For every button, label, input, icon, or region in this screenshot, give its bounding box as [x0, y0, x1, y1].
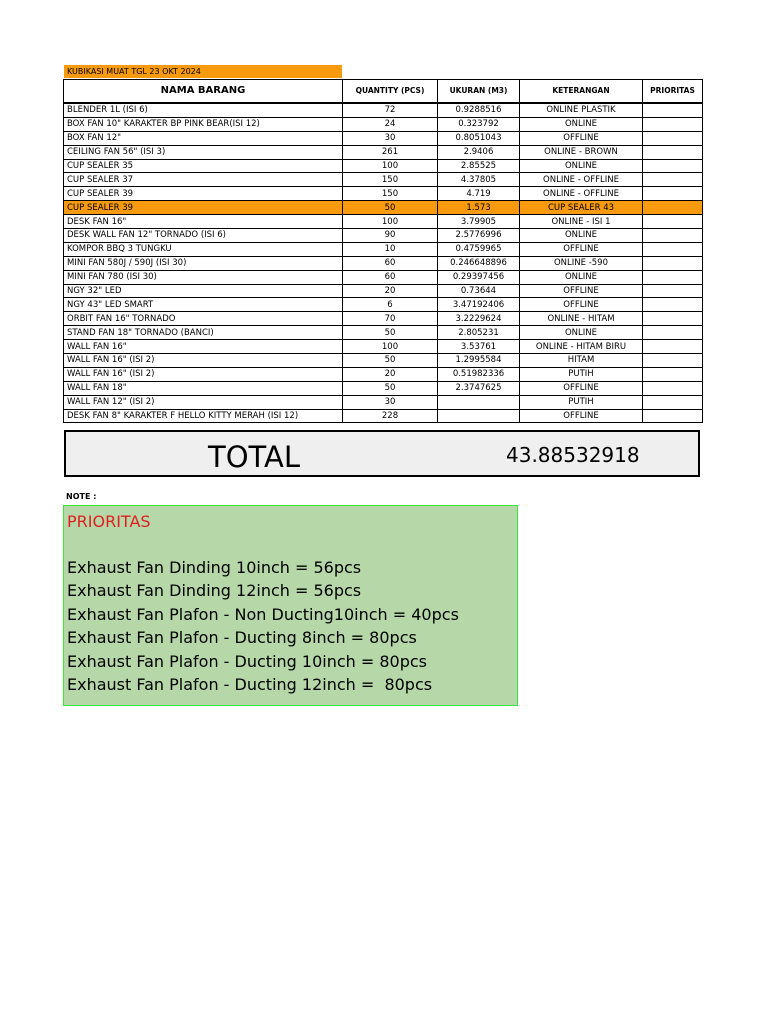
cell-keterangan: ONLINE [520, 229, 643, 243]
cell-quantity: 50 [343, 381, 438, 395]
col-header-prioritas: PRIORITAS [643, 80, 703, 104]
table-body [64, 103, 703, 423]
table-row [64, 103, 703, 117]
cell-prioritas [643, 229, 703, 243]
cell-nama-barang: MINI FAN 580J / 590J (ISI 30) [64, 256, 343, 270]
cell-prioritas [643, 354, 703, 368]
note-line: Exhaust Fan Plafon - Ducting 8inch = 80pcs [67, 628, 417, 648]
cell-prioritas [643, 270, 703, 284]
cell-keterangan: OFFLINE [520, 381, 643, 395]
cell-prioritas [643, 256, 703, 270]
table-row [64, 187, 703, 201]
cell-keterangan: ONLINE - HITAM [520, 312, 643, 326]
cell-nama-barang: MINI FAN 780 (ISI 30) [64, 270, 343, 284]
cell-prioritas [643, 159, 703, 173]
note-line: Exhaust Fan Plafon - Non Ducting10inch = 40pcs [67, 604, 459, 624]
cell-ukuran: 1.573 [438, 201, 520, 215]
cell-ukuran: 2.85525 [438, 159, 520, 173]
cell-ukuran: 3.47192406 [438, 298, 520, 312]
cell-nama-barang: WALL FAN 12" (ISI 2) [64, 395, 343, 409]
col-header-keterangan: KETERANGAN [520, 80, 643, 104]
cell-keterangan: CUP SEALER 43 [520, 201, 643, 215]
table-row [64, 367, 703, 381]
cell-keterangan: ONLINE - ISI 1 [520, 215, 643, 229]
table-row [64, 256, 703, 270]
cell-ukuran: 0.51982336 [438, 367, 520, 381]
cell-keterangan: HITAM [520, 354, 643, 368]
cell-quantity: 90 [343, 229, 438, 243]
cell-nama-barang: DESK FAN 8" KARAKTER F HELLO KITTY MERAH (ISI 12) [64, 409, 343, 423]
cell-quantity: 150 [343, 187, 438, 201]
note-line: Exhaust Fan Plafon - Ducting 12inch = 80pcs [67, 675, 433, 695]
cell-ukuran: 0.4759965 [438, 242, 520, 256]
table-header-row [64, 80, 703, 104]
cell-quantity: 50 [343, 354, 438, 368]
cell-nama-barang: BOX FAN 12" [64, 131, 343, 145]
cell-ukuran: 2.5776996 [438, 229, 520, 243]
table-row [64, 215, 703, 229]
table-row [64, 381, 703, 395]
table-row [64, 409, 703, 423]
cell-quantity: 70 [343, 312, 438, 326]
cell-nama-barang: CUP SEALER 37 [64, 173, 343, 187]
cell-prioritas [643, 201, 703, 215]
cell-keterangan: OFFLINE [520, 242, 643, 256]
cell-keterangan: ONLINE - BROWN [520, 145, 643, 159]
table-row [64, 354, 703, 368]
table-row [64, 298, 703, 312]
cell-ukuran: 2.805231 [438, 326, 520, 340]
cell-nama-barang: WALL FAN 16" [64, 340, 343, 354]
cell-ukuran: 3.2229624 [438, 312, 520, 326]
cell-quantity: 100 [343, 159, 438, 173]
cell-quantity: 228 [343, 409, 438, 423]
table-row [64, 117, 703, 131]
cell-ukuran [438, 409, 520, 423]
cell-keterangan: ONLINE [520, 117, 643, 131]
cell-ukuran: 1.2995584 [438, 354, 520, 368]
cell-nama-barang: CEILING FAN 56" (ISI 3) [64, 145, 343, 159]
cell-quantity: 50 [343, 201, 438, 215]
cell-prioritas [643, 131, 703, 145]
cell-ukuran: 3.79905 [438, 215, 520, 229]
cell-prioritas [643, 367, 703, 381]
note-box [63, 505, 518, 706]
cell-nama-barang: BLENDER 1L (ISI 6) [64, 103, 343, 117]
col-header-nama: NAMA BARANG [64, 80, 343, 104]
cell-quantity: 100 [343, 215, 438, 229]
cell-prioritas [643, 187, 703, 201]
cell-ukuran [438, 395, 520, 409]
table-row [64, 242, 703, 256]
cell-prioritas [643, 409, 703, 423]
cell-keterangan: OFFLINE [520, 298, 643, 312]
cell-quantity: 261 [343, 145, 438, 159]
cell-keterangan: ONLINE PLASTIK [520, 103, 643, 117]
total-label: TOTAL [208, 440, 300, 474]
cell-quantity: 72 [343, 103, 438, 117]
table-row [64, 173, 703, 187]
table-row [64, 326, 703, 340]
cell-prioritas [643, 340, 703, 354]
cell-quantity: 24 [343, 117, 438, 131]
cell-nama-barang: NGY 43" LED SMART [64, 298, 343, 312]
cell-nama-barang: NGY 32" LED [64, 284, 343, 298]
cell-nama-barang: CUP SEALER 39 [64, 187, 343, 201]
note-line: Exhaust Fan Plafon - Ducting 10inch = 80pcs [67, 651, 427, 671]
cell-prioritas [643, 173, 703, 187]
cell-keterangan: ONLINE - OFFLINE [520, 187, 643, 201]
cell-prioritas [643, 117, 703, 131]
cell-prioritas [643, 298, 703, 312]
cell-nama-barang: DESK FAN 16" [64, 215, 343, 229]
cell-ukuran: 0.29397456 [438, 270, 520, 284]
cell-nama-barang: ORBIT FAN 16" TORNADO [64, 312, 343, 326]
cell-ukuran: 2.9406 [438, 145, 520, 159]
cell-prioritas [643, 395, 703, 409]
note-title: PRIORITAS [67, 512, 151, 531]
cell-prioritas [643, 215, 703, 229]
cell-quantity: 100 [343, 340, 438, 354]
cell-keterangan: OFFLINE [520, 409, 643, 423]
cell-quantity: 30 [343, 131, 438, 145]
cell-nama-barang: WALL FAN 16" (ISI 2) [64, 354, 343, 368]
cell-keterangan: ONLINE [520, 159, 643, 173]
table-row [64, 270, 703, 284]
note-line: Exhaust Fan Dinding 10inch = 56pcs [67, 558, 362, 577]
cell-keterangan: ONLINE - OFFLINE [520, 173, 643, 187]
cell-ukuran: 2.3747625 [438, 381, 520, 395]
cell-quantity: 60 [343, 270, 438, 284]
table-row [64, 159, 703, 173]
table-row [64, 395, 703, 409]
cell-quantity: 10 [343, 242, 438, 256]
cell-quantity: 20 [343, 284, 438, 298]
cell-quantity: 20 [343, 367, 438, 381]
cell-ukuran: 0.323792 [438, 117, 520, 131]
table-row [64, 340, 703, 354]
cell-nama-barang: BOX FAN 10" KARAKTER BP PINK BEAR(ISI 12) [64, 117, 343, 131]
cell-quantity: 60 [343, 256, 438, 270]
data-table [63, 79, 703, 423]
cell-keterangan: PUTIH [520, 367, 643, 381]
cell-ukuran: 0.73644 [438, 284, 520, 298]
cell-prioritas [643, 284, 703, 298]
table-row [64, 312, 703, 326]
cell-ukuran: 4.719 [438, 187, 520, 201]
cell-prioritas [643, 145, 703, 159]
cell-ukuran: 4.37805 [438, 173, 520, 187]
cell-quantity: 6 [343, 298, 438, 312]
cell-nama-barang: CUP SEALER 39 [64, 201, 343, 215]
cell-quantity: 50 [343, 326, 438, 340]
cell-ukuran: 0.8051043 [438, 131, 520, 145]
cell-ukuran: 0.9288516 [438, 103, 520, 117]
table-row [64, 145, 703, 159]
table-row [64, 229, 703, 243]
cell-prioritas [643, 242, 703, 256]
cell-ukuran: 0.246648896 [438, 256, 520, 270]
cell-nama-barang: STAND FAN 18" TORNADO (BANCI) [64, 326, 343, 340]
total-value: 43.88532918 [506, 443, 640, 467]
cell-prioritas [643, 312, 703, 326]
cell-nama-barang: DESK WALL FAN 12" TORNADO (ISI 6) [64, 229, 343, 243]
cell-quantity: 30 [343, 395, 438, 409]
cell-keterangan: ONLINE -590 [520, 256, 643, 270]
cell-keterangan: PUTIH [520, 395, 643, 409]
table-row [64, 284, 703, 298]
table-row [64, 131, 703, 145]
cell-nama-barang: CUP SEALER 35 [64, 159, 343, 173]
col-header-ukuran: UKURAN (M3) [438, 80, 520, 104]
cell-keterangan: ONLINE [520, 270, 643, 284]
cell-ukuran: 3.53761 [438, 340, 520, 354]
note-label: NOTE : [66, 492, 97, 501]
cell-quantity: 150 [343, 173, 438, 187]
cell-nama-barang: WALL FAN 18" [64, 381, 343, 395]
cell-keterangan: ONLINE [520, 326, 643, 340]
note-line: Exhaust Fan Dinding 12inch = 56pcs [67, 581, 362, 601]
sheet-title: KUBIKASI MUAT TGL 23 OKT 2024 [64, 65, 342, 78]
cell-prioritas [643, 326, 703, 340]
cell-keterangan: ONLINE - HITAM BIRU [520, 340, 643, 354]
cell-keterangan: OFFLINE [520, 284, 643, 298]
cell-nama-barang: WALL FAN 16" (ISI 2) [64, 367, 343, 381]
cell-keterangan: OFFLINE [520, 131, 643, 145]
col-header-quantity: QUANTITY (PCS) [343, 80, 438, 104]
table-row [64, 201, 703, 215]
cell-prioritas [643, 103, 703, 117]
cell-nama-barang: KOMPOR BBQ 3 TUNGKU [64, 242, 343, 256]
total-box [64, 430, 700, 477]
cell-prioritas [643, 381, 703, 395]
